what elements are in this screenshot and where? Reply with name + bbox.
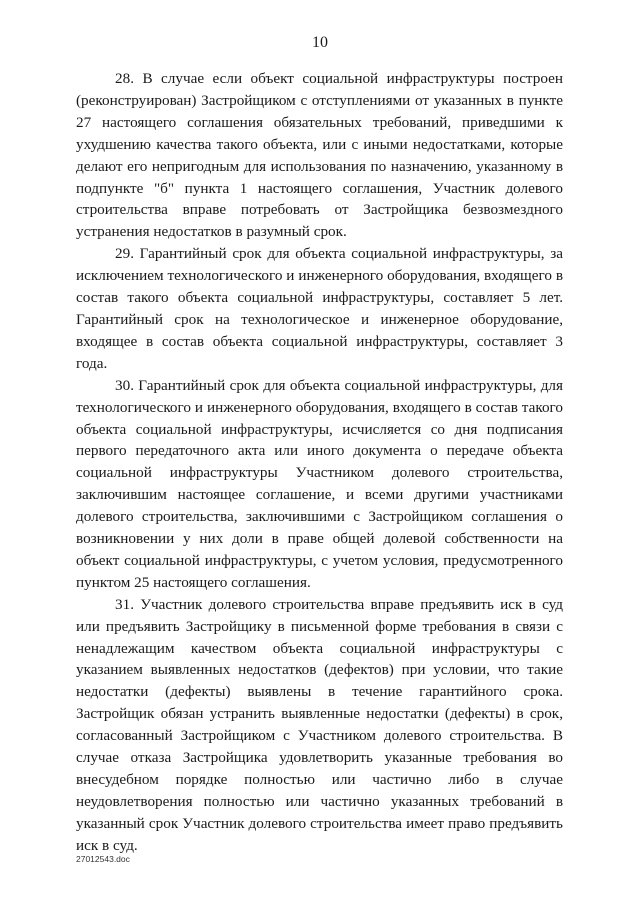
document-body <box>76 68 563 857</box>
paragraph-29: 29. Гарантийный срок для объекта социальной инфраструктуры, за исключением технологического и инженерного оборудования, входящего в состав такого объекта социальной инфраструктуры, составляет 5 лет. Гарантийный срок на технологическое и инженерное оборудование, входящее в состав объекта социальной инфраструктуры, составляет 3 года. <box>76 245 563 372</box>
file-name-footer: 27012543.doc <box>76 854 130 864</box>
page-number: 10 <box>312 34 328 51</box>
paragraph-28: 28. В случае если объект социальной инфраструктуры построен (реконструирован) Застройщиком с отступлениями от указанных в пункте 27 настоящего соглашения обязательных требований, приведшими к ухудшению качества такого объекта, или с иными недостатками, которые делают его непригодным для использования по назначению, указанному в подпункте "б" пункта 1 настоящего соглашения, Участник долевого строительства вправе потребовать от Застройщика безвозмездного устранения недостатков в разумный срок. <box>76 70 563 241</box>
paragraph-31: 31. Участник долевого строительства вправе предъявить иск в суд или предъявить Застройщику в письменной форме требования в связи с ненадлежащим качеством объекта социальной инфраструктуры с указанием выявленных недостатков (дефектов) при условии, что такие недостатки (дефекты) выявлены в течение гарантийного срока. Застройщик обязан устранить выявленные недостатки (дефекты) в срок, согласованный Застройщиком с Участником долевого строительства. В случае отказа Застройщика удовлетворить указанные требования во внесудебном порядке полностью или частично либо в случае неудовлетворения полностью или частично указанных требований в указанный срок Участник долевого строительства имеет право предъявить иск в суд. <box>76 595 563 854</box>
paragraph-30: 30. Гарантийный срок для объекта социальной инфраструктуры, для технологического и инженерного оборудования, входящего в состав такого объекта социальной инфраструктуры, исчисляется со дня подписания первого передаточного акта или иного документа о передаче объекта социальной инфраструктуры Участником долевого строительства, заключившим настоящее соглашение, и всеми другими участниками долевого строительства, заключившими с Застройщиком соглашения о возникновении у них доли в праве общей долевой собственности на объект социальной инфраструктуры, с учетом условия, предусмотренного пунктом 25 настоящего соглашения. <box>76 376 563 591</box>
